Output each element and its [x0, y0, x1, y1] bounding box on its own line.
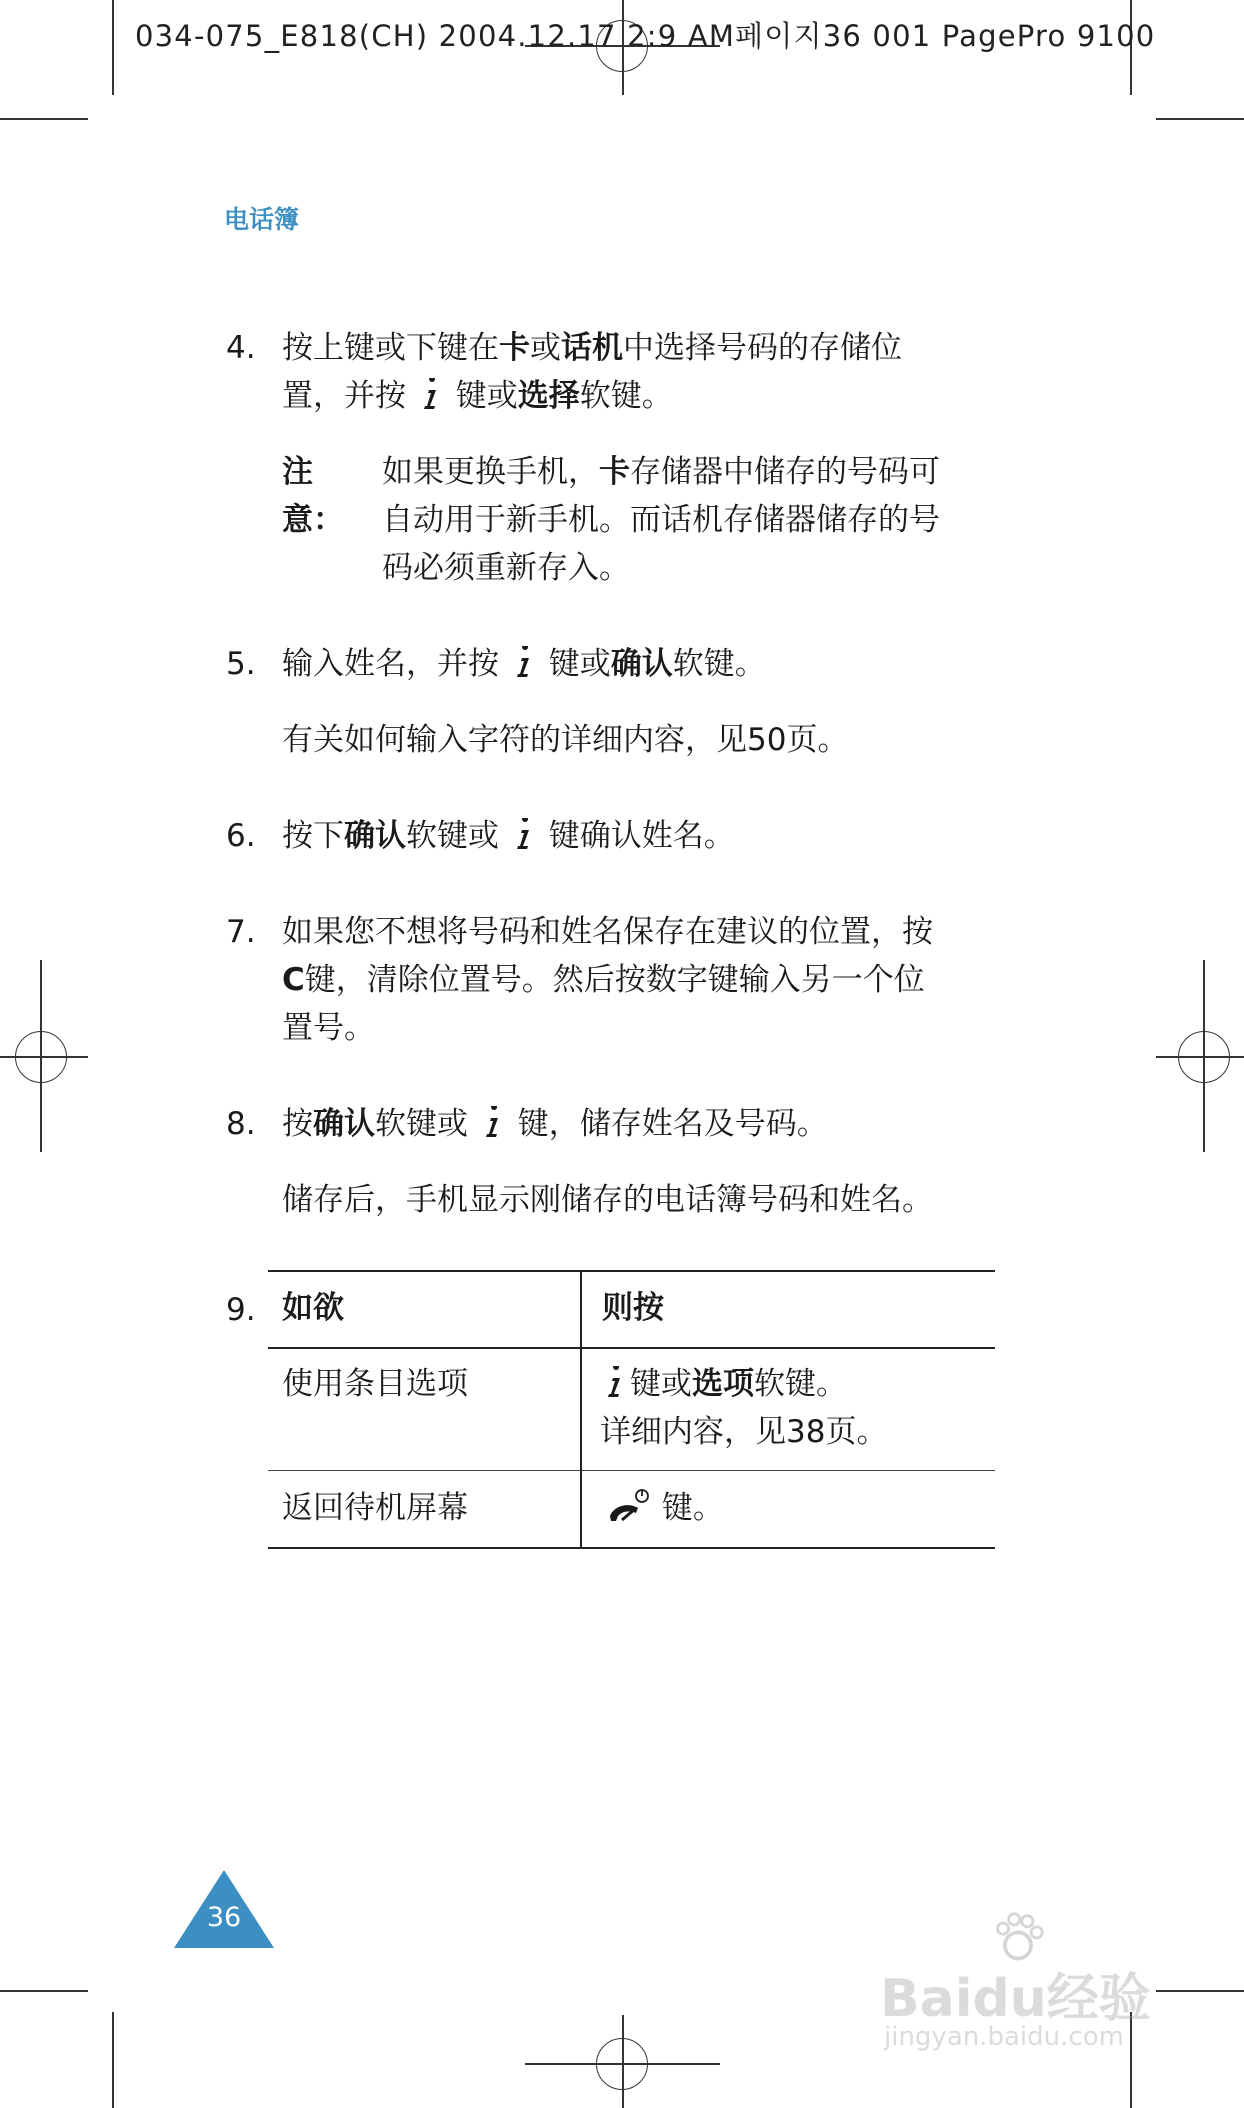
- step-line: 置号。: [282, 1010, 375, 1046]
- step-line: 置，并按 键或选择软键。: [282, 378, 673, 414]
- table-row-1-right: 键或选项软键。 详细内容，见38页。: [600, 1360, 887, 1456]
- crop-mark: [112, 2012, 114, 2108]
- section-title: 电话簿: [224, 205, 300, 234]
- crop-mark: [1156, 118, 1244, 120]
- watermark-url: jingyan.baidu.com: [884, 2022, 1124, 2052]
- step-5-detail: 有关如何输入字符的详细内容，见50页。: [282, 722, 849, 758]
- note-line: 自动用于新手机。而话机存储器储存的号: [382, 502, 940, 538]
- table-row-1-detail: 详细内容，见38页。: [600, 1414, 888, 1450]
- step-8-detail: 储存后，手机显示刚储存的电话簿号码和姓名。: [282, 1182, 933, 1218]
- step-body: [282, 908, 992, 1052]
- step-line: 按上键或下键在卡或话机中选择号码的存储位: [282, 330, 902, 366]
- step-number: 9.: [226, 1292, 256, 1328]
- table-rule: [268, 1270, 995, 1272]
- step-number: 8.: [226, 1106, 256, 1142]
- step-number: 4.: [226, 330, 256, 366]
- step-number: 5.: [226, 646, 256, 682]
- info-key-icon: [509, 818, 539, 852]
- crop-mark: [0, 1990, 88, 1992]
- page-number: 36: [206, 1902, 242, 1933]
- note-text: [382, 448, 1002, 592]
- step-body: 按确认软键或 键，储存姓名及号码。: [282, 1106, 828, 1142]
- table-header-left: 如欲: [282, 1290, 344, 1326]
- note-line: 码必须重新存入。: [382, 550, 630, 586]
- step-number: 7.: [226, 914, 256, 950]
- table-row-1-left: 使用条目选项: [282, 1366, 468, 1402]
- crop-mark: [112, 0, 114, 95]
- info-key-icon: [509, 646, 539, 680]
- print-header: 034-075_E818(CH) 2004.12.17 2:9 AM페이지36 001 PagePro 9100: [135, 19, 1156, 53]
- end-call-power-icon: [606, 1486, 652, 1526]
- info-key-icon: [600, 1366, 630, 1400]
- step-body: 输入姓名，并按 键或确认软键。: [282, 646, 766, 682]
- watermark: [880, 1910, 1200, 2060]
- registration-circle: [15, 1031, 67, 1083]
- step-line: C键，清除位置号。然后按数字键输入另一个位: [282, 962, 925, 998]
- watermark-brand: Baidu经验: [880, 1969, 1151, 2029]
- step-body: [282, 324, 992, 420]
- step-line: 如果您不想将号码和姓名保存在建议的位置，按: [282, 914, 933, 950]
- info-key-icon: [416, 378, 446, 412]
- crop-mark: [0, 118, 88, 120]
- registration-circle: [596, 2038, 648, 2090]
- table-row-2-right: 键。: [606, 1484, 724, 1532]
- table-rule: [268, 1547, 995, 1549]
- note-line: 如果更换手机，卡存储器中储存的号码可: [382, 454, 940, 490]
- table-row-2-left: 返回待机屏幕: [282, 1490, 468, 1526]
- info-key-icon: [478, 1106, 508, 1140]
- table-rule: [268, 1347, 995, 1349]
- step-body: 按下确认软键或 键确认姓名。: [282, 818, 735, 854]
- registration-circle: [1178, 1031, 1230, 1083]
- table-column-divider: [580, 1270, 582, 1549]
- step-number: 6.: [226, 818, 256, 854]
- table-rule: [268, 1470, 995, 1471]
- table-header-right: 则按: [602, 1290, 664, 1326]
- note-label: 注意：: [282, 454, 344, 538]
